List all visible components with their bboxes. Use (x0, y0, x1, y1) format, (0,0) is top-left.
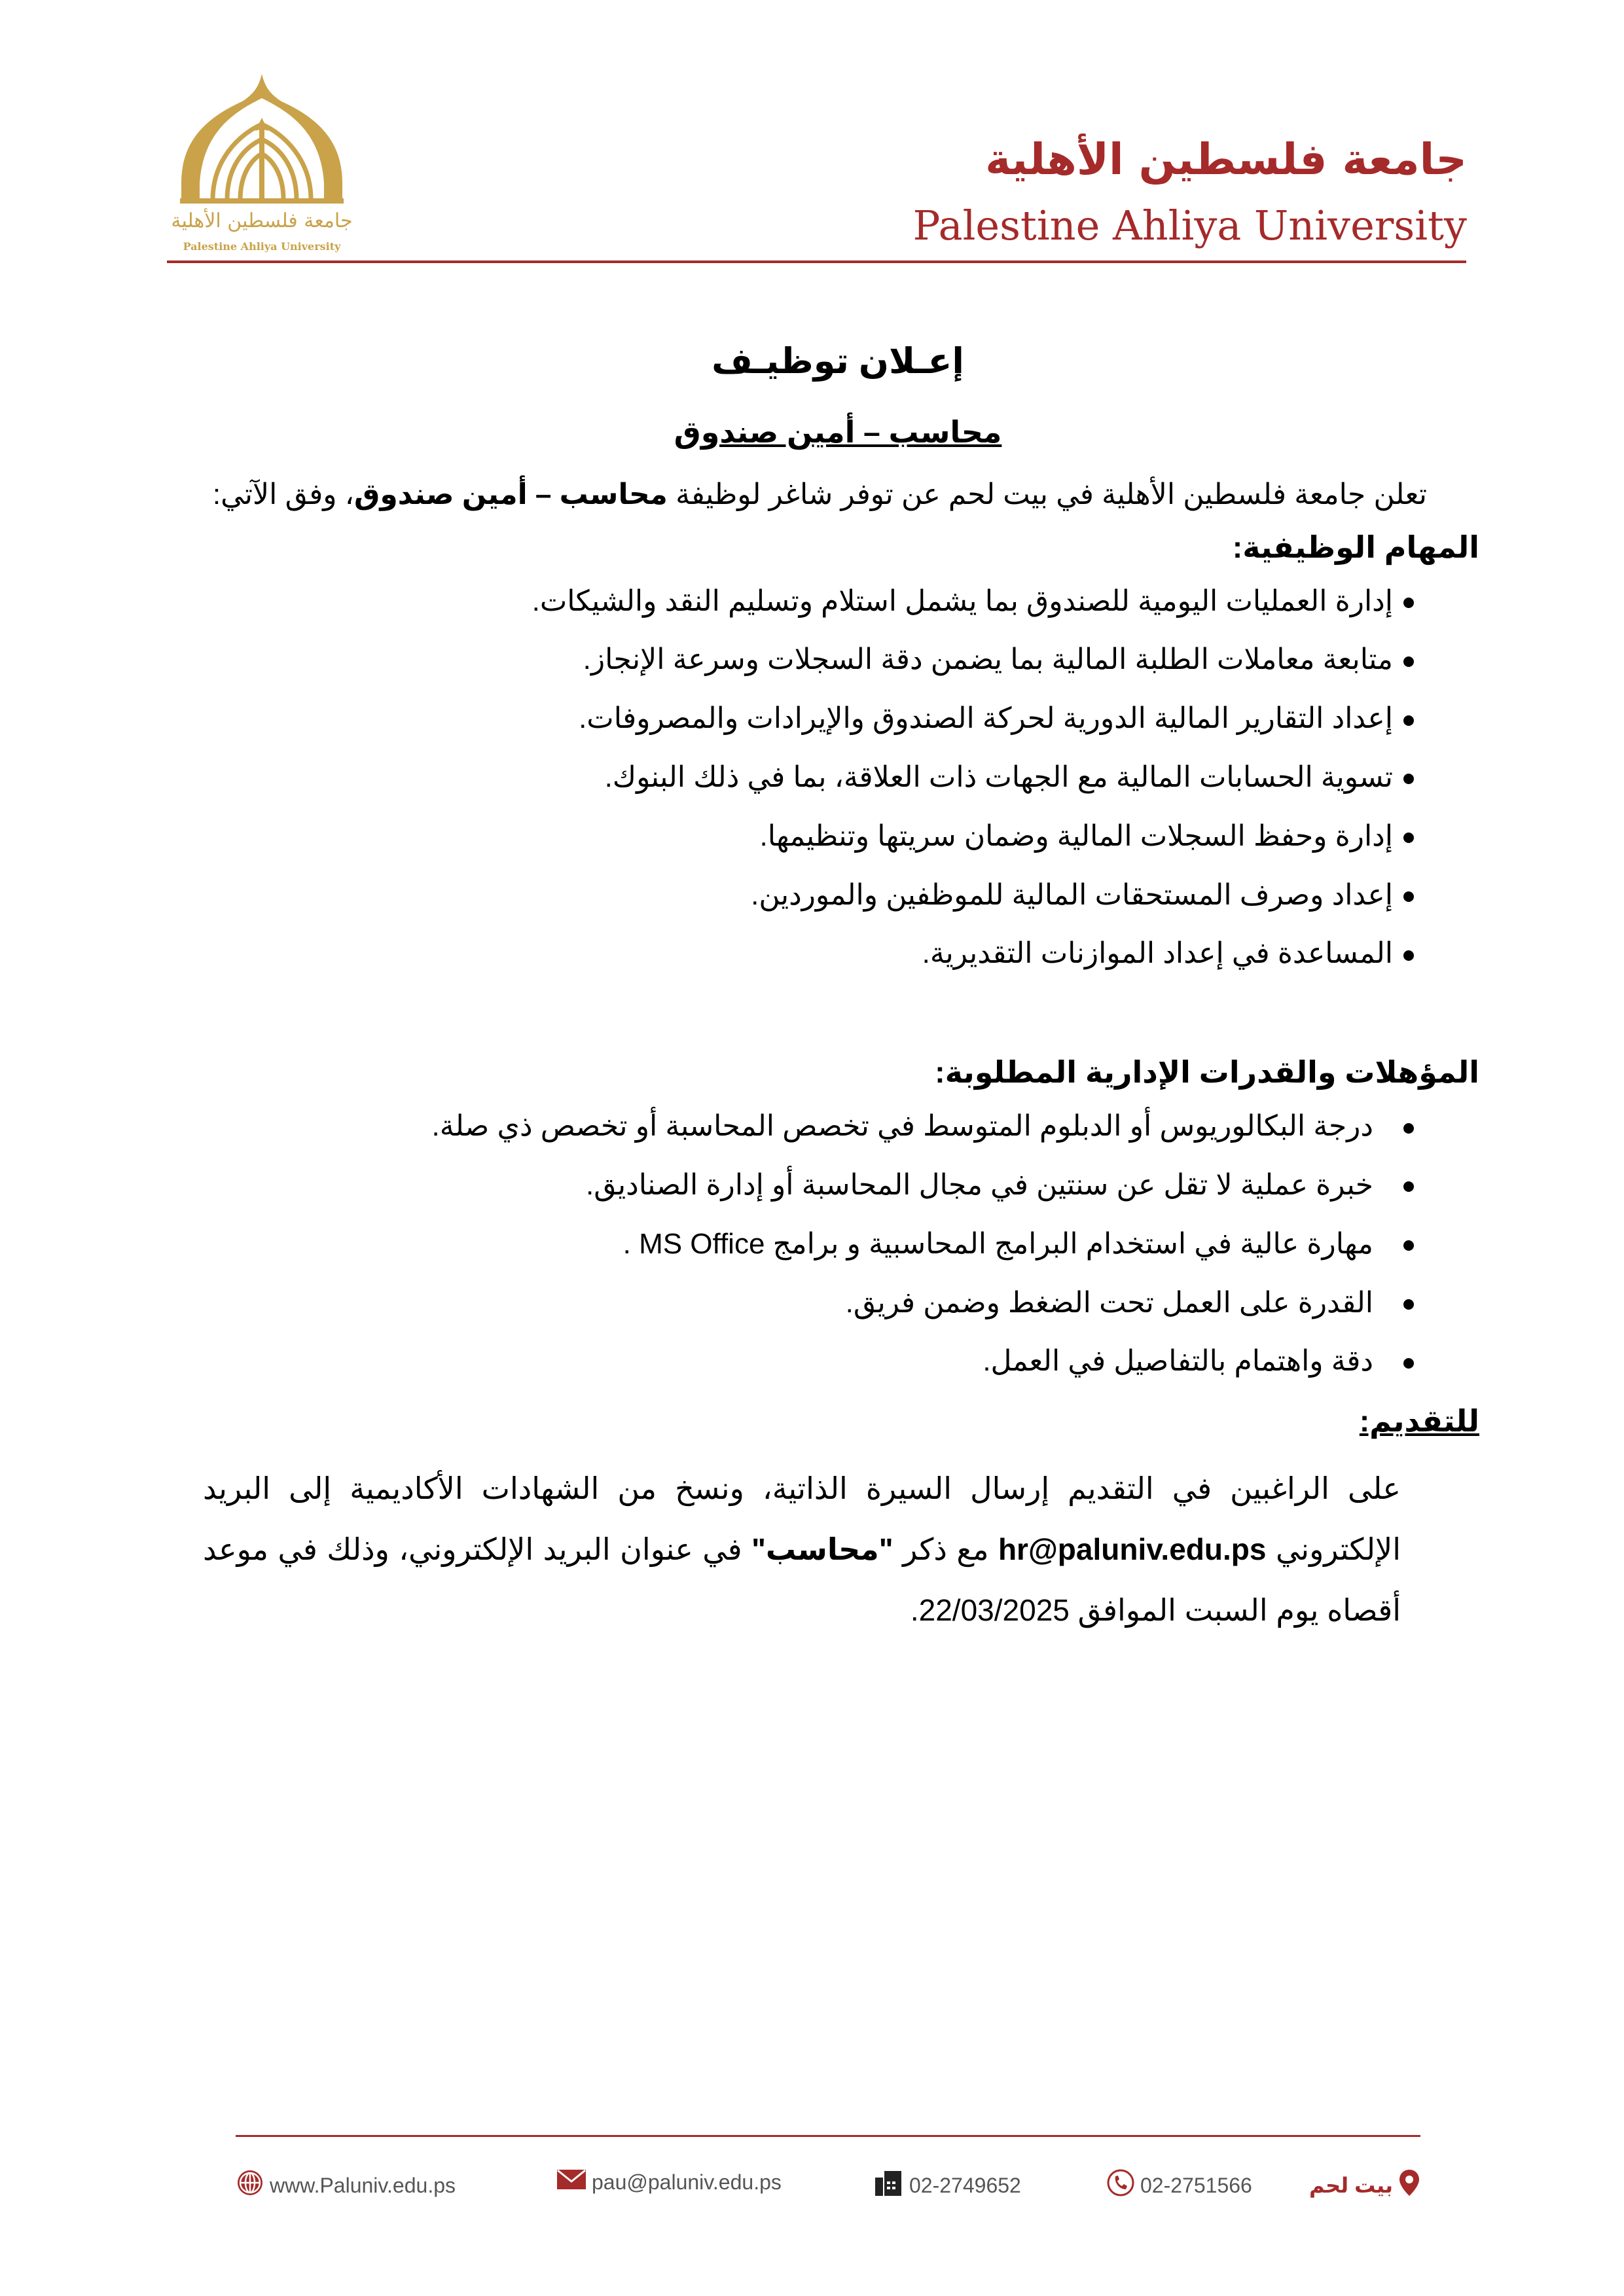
qualifications-heading: المؤهلات والقدرات الإدارية المطلوبة: (935, 1055, 1479, 1090)
qualifications-list (196, 1109, 1479, 1379)
intro-text-1: تعلن جامعة فلسطين الأهلية في بيت لحم عن توفر شاغر لوظيفة (667, 478, 1427, 511)
footer-website[interactable] (236, 2168, 456, 2202)
university-name-ar: جامعة فلسطين الأهلية (985, 134, 1467, 185)
list-item (196, 584, 1479, 619)
list-item (196, 643, 1479, 677)
duty-text: تسوية الحسابات المالية مع الجهات ذات العلاقة، بما في ذلك البنوك. (604, 761, 1393, 793)
duty-text: المساعدة في إعداد الموازنات التقديرية. (922, 937, 1393, 970)
duty-text: متابعة معاملات الطلبة المالية بما يضمن دقة السجلات وسرعة الإنجاز. (583, 643, 1393, 676)
list-item (196, 1286, 1479, 1321)
footer-location-text: بيت لحم (1309, 2174, 1394, 2197)
apply-email-link[interactable]: hr@paluniv.edu.ps (998, 1532, 1267, 1567)
list-item (196, 1227, 1479, 1262)
fax-icon (874, 2168, 904, 2202)
footer-website-text: www.Paluniv.edu.ps (270, 2173, 456, 2197)
university-logo (167, 69, 357, 265)
header-divider (167, 260, 1466, 263)
list-item (196, 819, 1479, 854)
list-item (196, 1109, 1479, 1144)
announcement-title: إعـلان توظيـف (712, 342, 964, 381)
duties-list (196, 584, 1479, 972)
intro-paragraph (196, 475, 1479, 515)
bullet-icon (1403, 1123, 1414, 1134)
announcement-body (196, 340, 1479, 1641)
bullet-icon (1403, 1299, 1414, 1310)
list-item (196, 1168, 1479, 1203)
bullet-icon (1403, 715, 1414, 726)
footer-phone-text: 02-2751566 (1140, 2173, 1252, 2197)
bullet-icon (1403, 1181, 1414, 1192)
list-item (196, 761, 1479, 795)
apply-text-3: في عنوان البريد الإلكتروني، وذلك في موعد أقصاه يوم السبت الموافق 22/03/2025. (203, 1532, 1401, 1627)
job-title: محاسب – أمين صندوق (674, 415, 1002, 449)
phone-icon (1106, 2168, 1135, 2202)
globe-icon (236, 2168, 264, 2202)
footer-email-text: pau@paluniv.edu.ps (592, 2170, 782, 2194)
university-name-en: Palestine Ahliya University (912, 202, 1467, 249)
qualification-text: مهارة عالية في استخدام البرامج المحاسبية و برامج MS Office . (623, 1227, 1373, 1260)
footer-location (1309, 2168, 1420, 2202)
duties-heading: المهام الوظيفية: (1232, 529, 1479, 564)
bullet-icon (1403, 774, 1414, 784)
bullet-icon (1403, 833, 1414, 843)
duty-text: إدارة العمليات اليومية للصندوق بما يشمل استلام وتسليم النقد والشيكات. (532, 584, 1393, 617)
list-item (196, 702, 1479, 736)
apply-text-2: مع ذكر (893, 1532, 998, 1567)
intro-text-2: ، وفق الآتي: (212, 478, 354, 511)
apply-heading: للتقديم: (1359, 1404, 1479, 1439)
list-item (196, 1344, 1479, 1379)
intro-job-bold: محاسب – أمين صندوق (353, 478, 668, 511)
apply-text-1: على الراغبين في التقديم إرسال السيرة الذاتية، ونسخ من الشهادات الأكاديمية إلى البريد الإلكتروني (203, 1471, 1401, 1567)
bullet-icon (1403, 1358, 1414, 1369)
qualification-text: خبرة عملية لا تقل عن سنتين في مجال المحاسبة أو إدارة الصناديق. (586, 1168, 1373, 1201)
footer-fax-text: 02-2749652 (909, 2173, 1021, 2197)
apply-paragraph (196, 1458, 1479, 1641)
logo-caption-ar: جامعة فلسطين الأهلية (171, 209, 353, 232)
footer-fax (874, 2168, 1021, 2202)
duty-text: إعداد التقارير المالية الدورية لحركة الصندوق والإيرادات والمصروفات. (579, 702, 1393, 735)
duty-text: إعداد وصرف المستحقات المالية للموظفين والموردين. (751, 878, 1393, 911)
bullet-icon (1403, 656, 1414, 667)
list-item (196, 937, 1479, 971)
qualification-text: القدرة على العمل تحت الضغط وضمن فريق. (845, 1286, 1373, 1319)
footer-phone (1106, 2168, 1252, 2202)
qualification-text: درجة البكالوريوس أو الدبلوم المتوسط في تخصص المحاسبة أو تخصص ذي صلة. (431, 1110, 1373, 1143)
bullet-icon (1403, 1240, 1414, 1251)
list-item (196, 878, 1479, 913)
bullet-icon (1403, 950, 1414, 961)
bullet-icon (1403, 891, 1414, 902)
qualification-text: دقة واهتمام بالتفاصيل في العمل. (983, 1345, 1373, 1378)
location-pin-icon (1398, 2168, 1420, 2202)
footer-email[interactable] (556, 2168, 782, 2196)
bullet-icon (1403, 598, 1414, 608)
footer-divider (236, 2135, 1420, 2137)
duty-text: إدارة وحفظ السجلات المالية وضمان سريتها وتنظيمها. (759, 819, 1393, 852)
footer (236, 2163, 1420, 2209)
logo-caption-en: Palestine Ahliya University (183, 240, 341, 253)
envelope-icon (556, 2168, 586, 2196)
apply-subject-bold: "محاسب" (751, 1532, 893, 1567)
